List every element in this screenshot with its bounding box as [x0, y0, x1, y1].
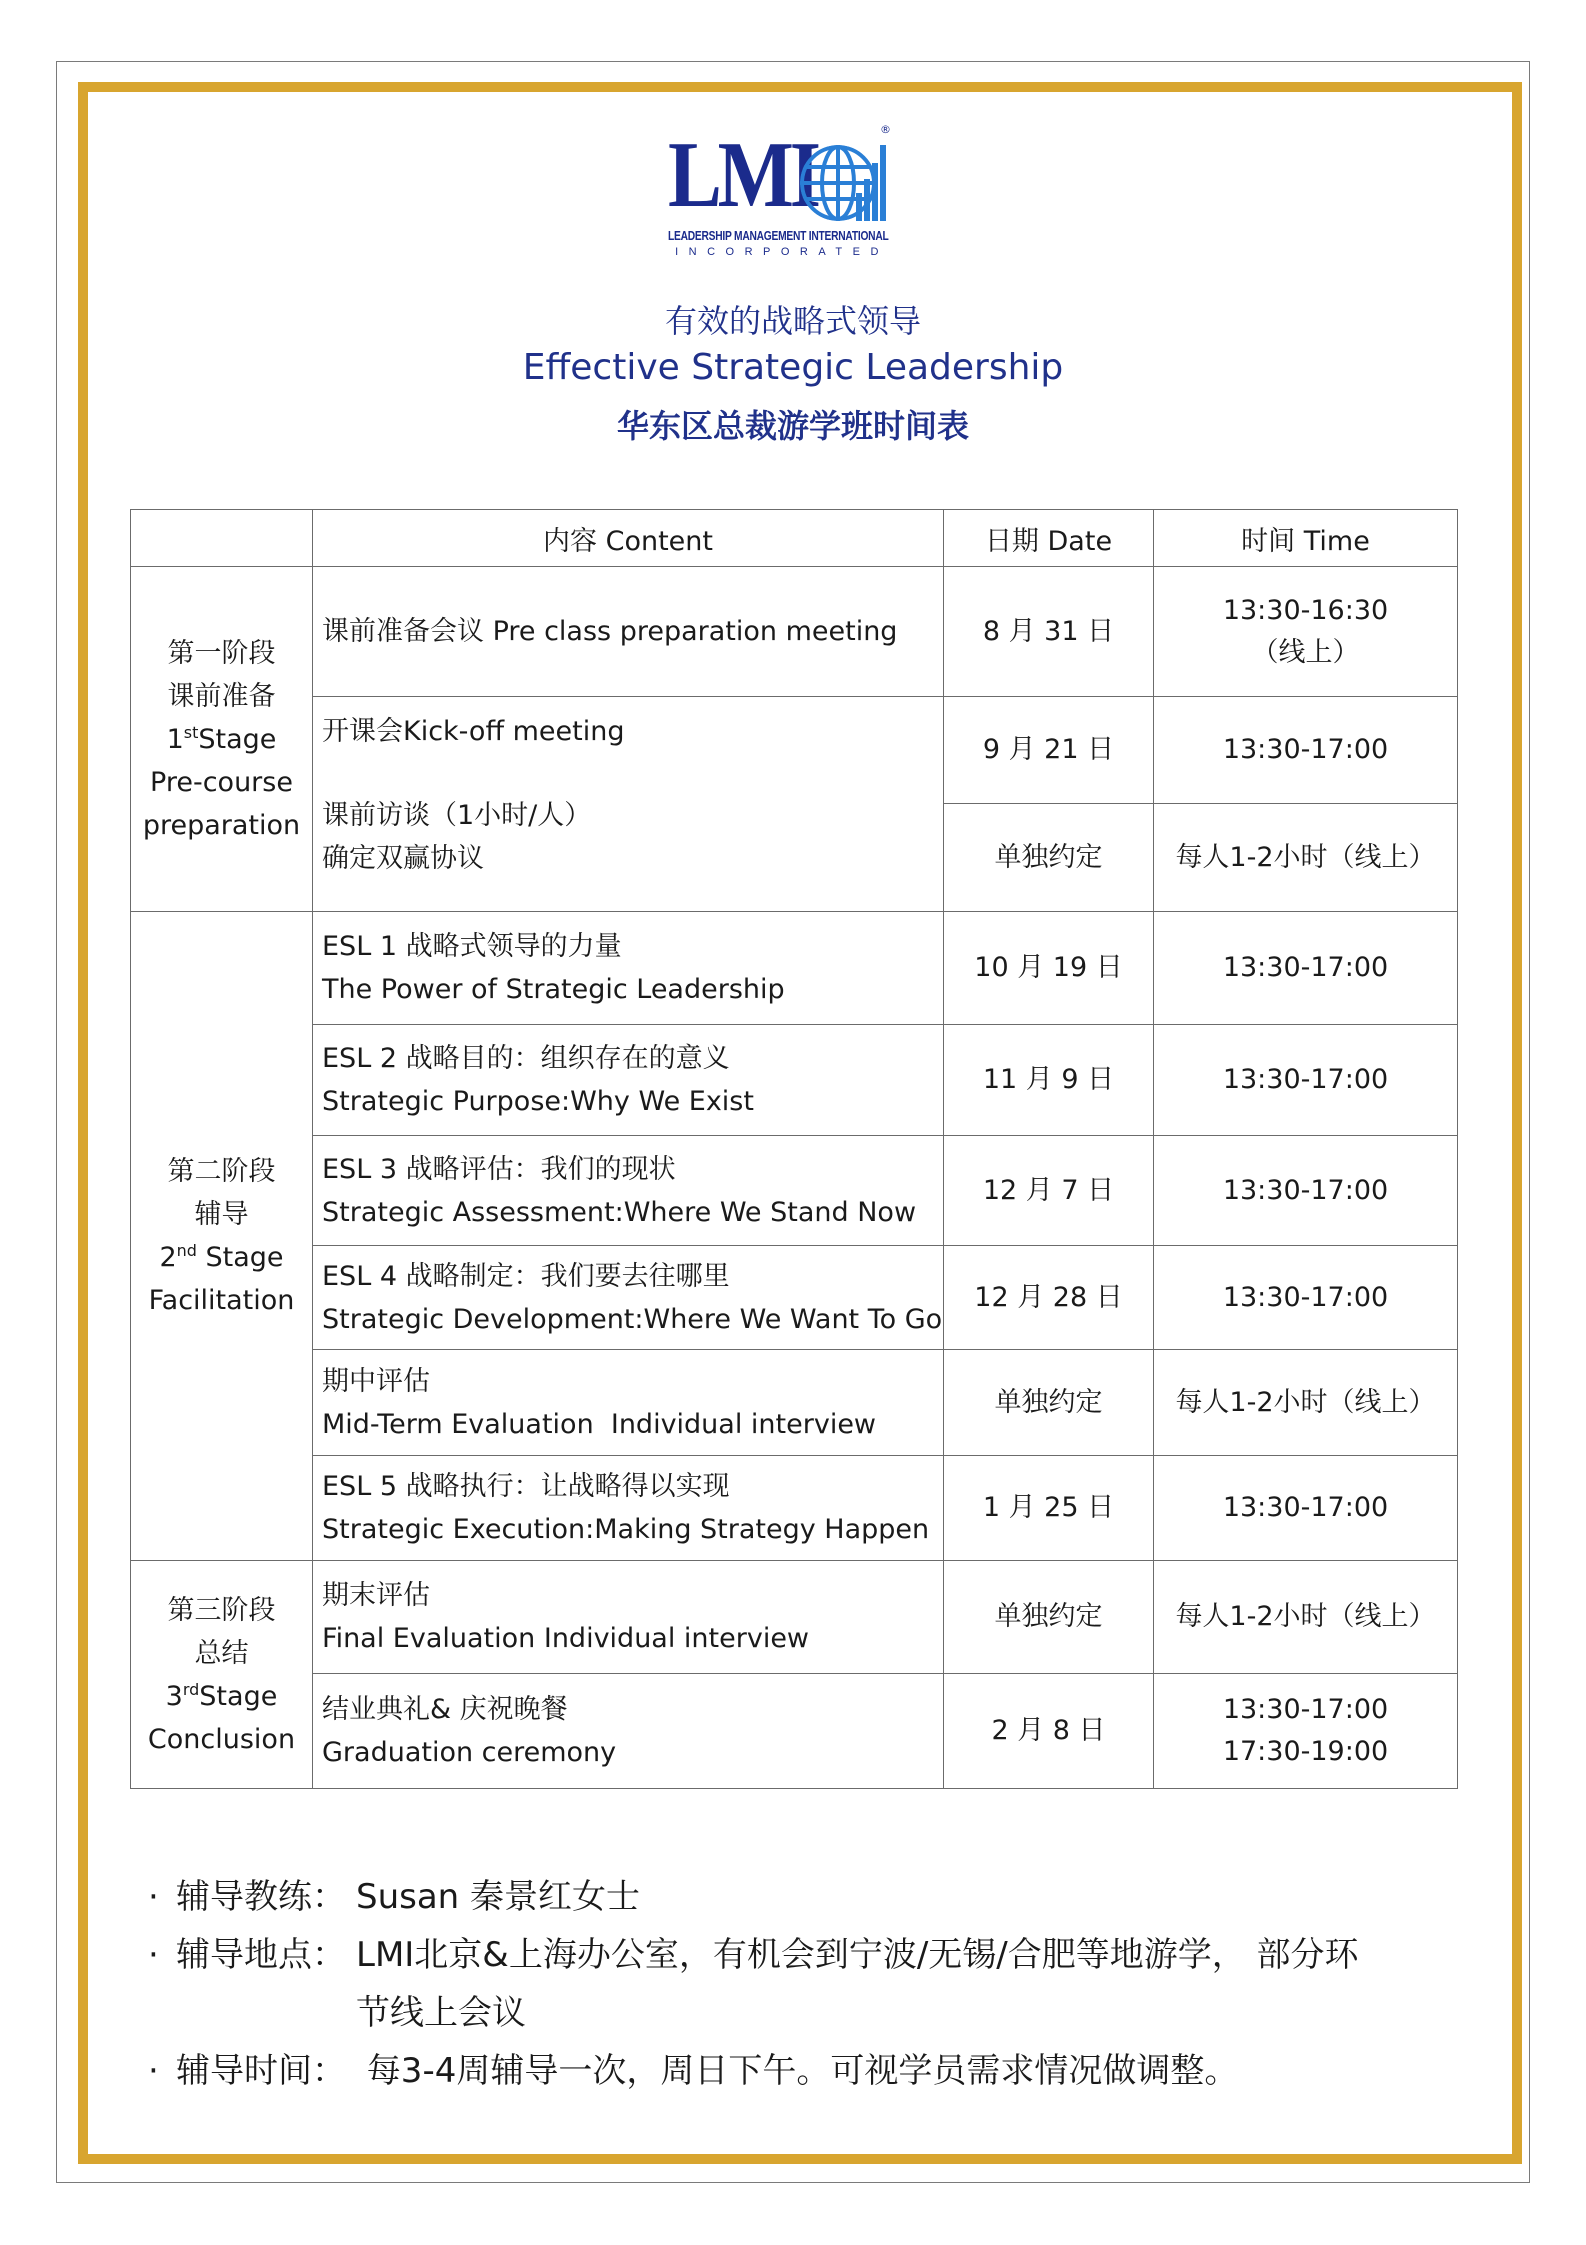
stage-1-cell: 第一阶段 课前准备 1stStage Pre-course preparation — [131, 567, 313, 912]
note-time — [148, 2042, 1438, 2100]
time-cell: 每人1-2小时（线上） — [1154, 1561, 1458, 1674]
table-row — [131, 1025, 1458, 1136]
table-row — [131, 1561, 1458, 1674]
bullet-icon: · — [148, 2051, 159, 2091]
bullet-icon: · — [148, 1877, 159, 1917]
note-coach — [148, 1868, 1438, 1926]
content-cell: 课前准备会议 Pre class preparation meeting — [313, 567, 944, 697]
time-cell: 每人1-2小时（线上） — [1154, 804, 1458, 912]
time-cell: 13:30-17:00 — [1154, 1456, 1458, 1561]
note-text: Susan 秦景红女士 — [356, 1877, 641, 1917]
time-cell: 13:30-16:30 （线上） — [1154, 567, 1458, 697]
date-cell: 2 月 8 日 — [944, 1674, 1154, 1789]
table-header-row — [131, 510, 1458, 567]
content-cell: ESL 3 战略评估：我们的现状 Strategic Assessment:Where We Stand Now — [313, 1136, 944, 1246]
content-cell: 期末评估 Final Evaluation Individual interview — [313, 1561, 944, 1674]
date-cell: 10 月 19 日 — [944, 912, 1154, 1025]
time-cell: 13:30-17:00 — [1154, 1136, 1458, 1246]
schedule-subtitle: 华东区总裁游学班时间表 — [616, 407, 969, 445]
note-location — [148, 1926, 1438, 2042]
logo-tagline: LEADERSHIP MANAGEMENT INTERNATIONAL — [668, 229, 889, 243]
note-label: 辅导时间： — [176, 2051, 346, 2091]
stage-2-cell: 第二阶段 辅导 2nd Stage Facilitation — [131, 912, 313, 1561]
date-cell: 8 月 31 日 — [944, 567, 1154, 697]
stage-3-cell: 第三阶段 总结 3rdStage Conclusion — [131, 1561, 313, 1789]
time-cell: 13:30-17:00 — [1154, 912, 1458, 1025]
header-stage — [131, 510, 313, 567]
note-text: 每3-4周辅导一次，周日下午。可视学员需求情况做调整。 — [356, 2051, 1239, 2091]
content-cell: 结业典礼& 庆祝晚餐 Graduation ceremony — [313, 1674, 944, 1789]
date-cell: 单独约定 — [944, 1561, 1154, 1674]
header-date: 日期 Date — [944, 510, 1154, 567]
lmi-logo — [668, 125, 896, 263]
table-row — [131, 1674, 1458, 1789]
date-cell: 单独约定 — [944, 804, 1154, 912]
content-cell: ESL 4 战略制定：我们要去往哪里 Strategic Development:Where We Want To Go — [313, 1246, 944, 1350]
table-row — [131, 1246, 1458, 1350]
content-cell: 开课会Kick-off meeting 课前访谈（1小时/人） 确定双赢协议 — [313, 697, 944, 912]
content-cell: ESL 2 战略目的：组织存在的意义 Strategic Purpose:Why We Exist — [313, 1025, 944, 1136]
registered-icon: ® — [880, 123, 891, 136]
content-cell: 期中评估 Mid-Term Evaluation Individual interview — [313, 1350, 944, 1456]
globe-icon — [798, 133, 890, 225]
time-cell: 13:30-17:00 — [1154, 697, 1458, 804]
header-time: 时间 Time — [1154, 510, 1458, 567]
table-row — [131, 1350, 1458, 1456]
table-row — [131, 912, 1458, 1025]
date-cell: 12 月 7 日 — [944, 1136, 1154, 1246]
time-cell: 13:30-17:00 17:30-19:00 — [1154, 1674, 1458, 1789]
note-text-continued: 节线上会议 — [356, 1993, 526, 2033]
note-text: LMI北京&上海办公室，有机会到宁波/无锡/合肥等地游学， 部分环 — [356, 1935, 1359, 1975]
table-row — [131, 1456, 1458, 1561]
time-cell: 每人1-2小时（线上） — [1154, 1350, 1458, 1456]
content-cell: ESL 1 战略式领导的力量 The Power of Strategic Leadership — [313, 912, 944, 1025]
table-row — [131, 697, 1458, 804]
note-label: 辅导地点： — [176, 1935, 346, 1975]
title-chinese: 有效的战略式领导 — [664, 302, 921, 340]
header-content: 内容 Content — [313, 510, 944, 567]
date-cell: 9 月 21 日 — [944, 697, 1154, 804]
bullet-icon: · — [148, 1935, 159, 1975]
date-cell: 单独约定 — [944, 1350, 1154, 1456]
logo-incorporated: INCORPORATED — [675, 246, 889, 258]
date-cell: 1 月 25 日 — [944, 1456, 1154, 1561]
table-row — [131, 567, 1458, 697]
date-cell: 11 月 9 日 — [944, 1025, 1154, 1136]
notes-list — [148, 1868, 1438, 2100]
logo-letters: LMI — [668, 123, 817, 227]
schedule-table — [130, 509, 1458, 1789]
time-cell: 13:30-17:00 — [1154, 1246, 1458, 1350]
content-cell: ESL 5 战略执行：让战略得以实现 Strategic Execution:Making Strategy Happen — [313, 1456, 944, 1561]
time-cell: 13:30-17:00 — [1154, 1025, 1458, 1136]
title-english: Effective Strategic Leadership — [522, 347, 1064, 388]
table-row — [131, 1136, 1458, 1246]
date-cell: 12 月 28 日 — [944, 1246, 1154, 1350]
note-label: 辅导教练： — [176, 1877, 346, 1917]
